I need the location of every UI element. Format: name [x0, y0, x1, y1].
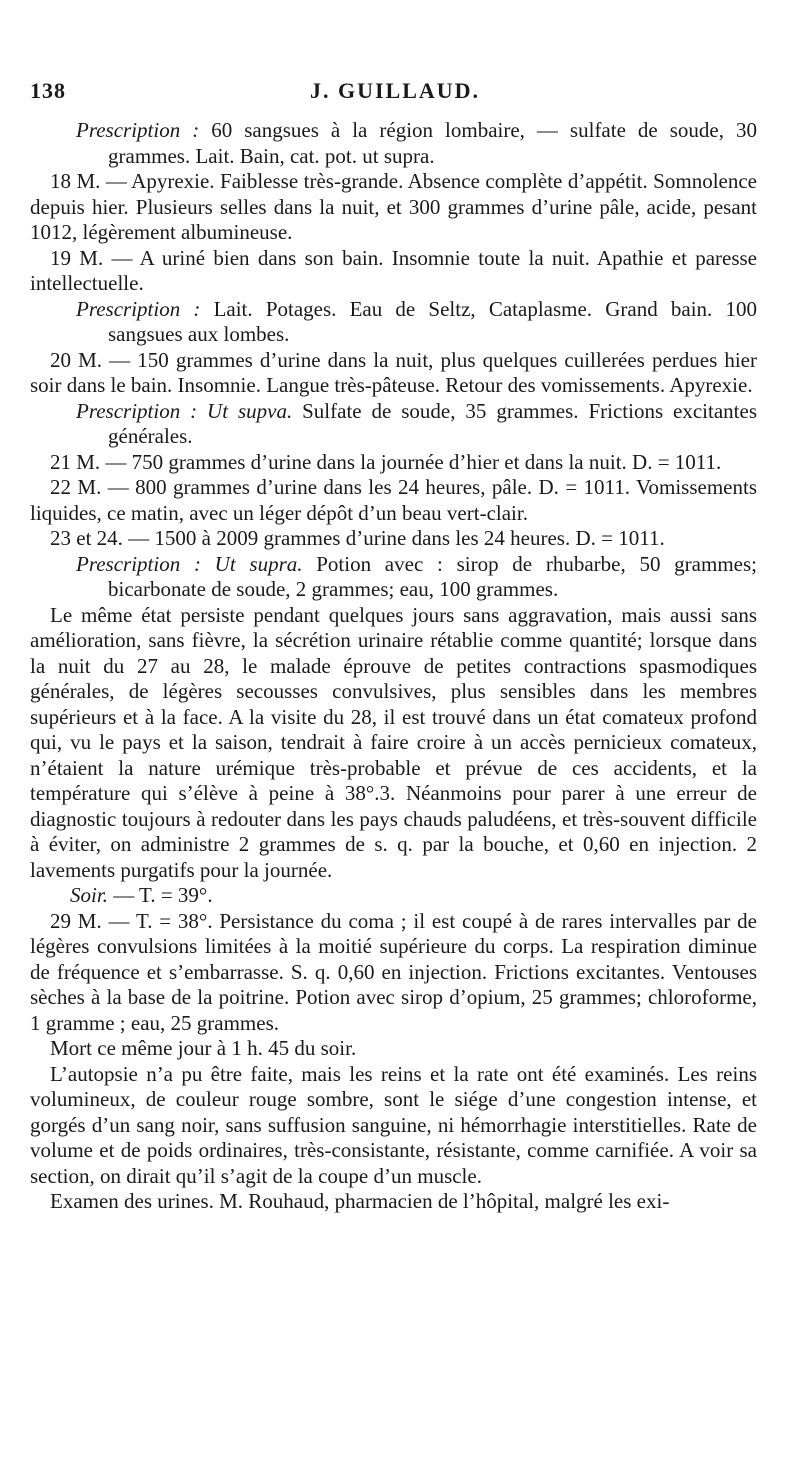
paragraph-text: — T. = 39°.: [107, 883, 213, 907]
paragraph: Examen des urines. M. Rouhaud, pharmacien de l’hôpital, malgré les exi-: [50, 1189, 670, 1213]
paragraph: Le même état persiste pendant quelques jours sans aggravation, mais aussi sans amélioration, sans fièvre, la sécrétion urinaire rétablie comme quantité; lorsque dans la nuit du 27 au 28, le malade éprouve de petites contractions spasmodiques générales, de légères secousses convulsives, plus sensibles dans les membres supérieurs et à la face. A la visite du 28, il est trouvé dans un état comateux profond qui, vu le pays et la saison, tendrait à faire croire à un accès pernicieux comateux, n’étaient la nature urémique très-probable et prévue de ces accidents, et la température qui s’élève à peine à 38°.3. Néanmoins pour parer à une erreur de diagnostic toujours à redouter dans les pays chauds paludéens, et très-souvent difficile à éviter, on administre 2 grammes de s. q. par la bouche, et 0,60 en injection. 2 lavements purgatifs pour la journée.: [30, 602, 757, 882]
paragraph-text: 60 sangsues à la région lombaire, — sulfate de soude, 30 grammes. Lait. Bain, cat. pot. ut supra.: [108, 118, 757, 168]
prescription-label: Prescription : Ut supva.: [76, 398, 293, 423]
paragraph: 21 M. — 750 grammes d’urine dans la journée d’hier et dans la nuit. D. = 1011.: [50, 449, 722, 474]
paragraph: [30, 552, 757, 603]
running-title: J. GUILLAUD.: [309, 78, 481, 103]
paragraph: 18 M. — Apyrexie. Faiblesse très-grande. Absence complète d’appétit. Somnolence depuis hier. Plusieurs selles dans la nuit, et 300 grammes d’urine pâle, acide, pesant 1012, légèrement albumineuse.: [30, 169, 757, 244]
paragraph: L’autopsie n’a pu être faite, mais les reins et la rate ont été examinés. Les reins volumineux, de couleur rouge sombre, sont le siége d’une congestion intense, et gorgés d’un sang noir, sans suffusion sanguine, ni hémorrhagie interstitielles. Rate de volume et de poids ordinaires, très-consistante, résistante, comme carnifiée. A voir sa section, on dirait qu’il s’agit de la coupe d’un muscle.: [30, 1061, 757, 1188]
soir-label: Soir.: [70, 883, 108, 907]
prescription-label: Prescription :: [76, 118, 200, 142]
prescription-label: Prescription : Ut supra.: [76, 551, 303, 576]
paragraph: 19 M. — A uriné bien dans son bain. Insomnie toute la nuit. Apathie et paresse intellectuelle.: [30, 245, 757, 295]
paragraph-text: Sulfate de soude, 35 grammes. Frictions excitantes générales.: [108, 398, 758, 448]
paragraph: [30, 883, 757, 909]
paragraph: Mort ce même jour à 1 h. 45 du soir.: [50, 1036, 357, 1060]
page-number: 138: [30, 78, 66, 103]
paragraph: [30, 297, 757, 348]
paragraph: 23 et 24. — 1500 à 2009 grammes d’urine dans les 24 heures. D. = 1011.: [50, 526, 665, 550]
paragraph-text: Lait. Potages. Eau de Seltz, Cataplasme. Grand bain. 100 sangsues aux lombes.: [108, 296, 757, 346]
paragraph-text: Potion avec : sirop de rhubarbe, 50 grammes; bicarbonate de soude, 2 grammes; eau, 100 grammes.: [108, 551, 757, 601]
paragraph: 22 M. — 800 grammes d’urine dans les 24 heures, pâle. D. = 1011. Vomissements liquides, ce matin, avec un léger dépôt d’un beau vert-clair.: [30, 475, 757, 525]
paragraph: 20 M. — 150 grammes d’urine dans la nuit, plus quelques cuillerées perdues hier soir dans le bain. Insomnie. Langue très-pâteuse. Retour des vomissements. Apyrexie.: [30, 347, 757, 397]
paragraph: 29 M. — T. = 38°. Persistance du coma ; il est coupé à de rares intervalles par de légères convulsions limitées à la moitié supérieure du corps. La respiration diminue de fréquence et s’embarrasse. S. q. 0,60 en injection. Frictions excitantes. Ventouses sèches à la base de la poitrine. Potion avec sirop d’opium, 25 grammes; chloroforme, 1 gramme ; eau, 25 grammes.: [30, 908, 757, 1035]
prescription-label: Prescription :: [76, 296, 201, 321]
page-body: [30, 118, 757, 1215]
paragraph: [30, 399, 757, 450]
paragraph: [30, 118, 757, 169]
page-header: [30, 78, 760, 110]
